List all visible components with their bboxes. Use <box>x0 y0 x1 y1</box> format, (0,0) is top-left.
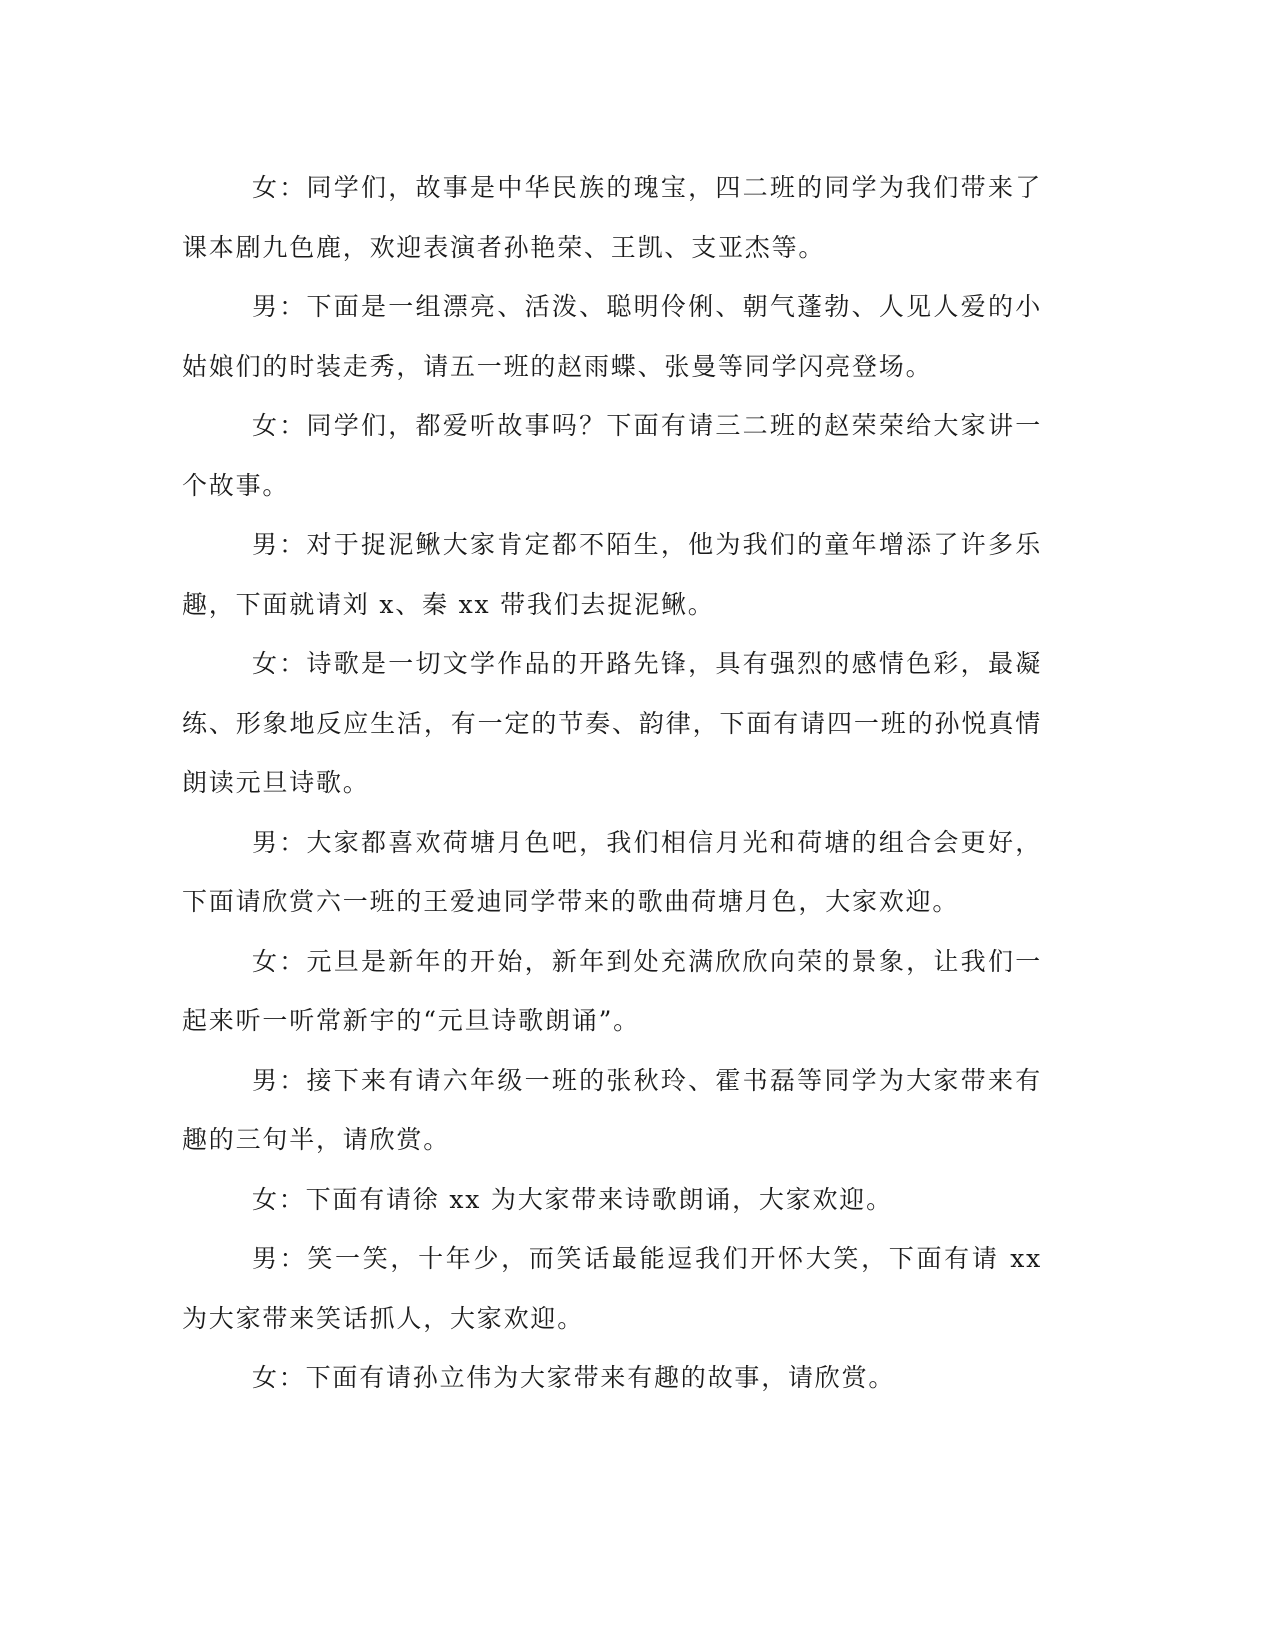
paragraph-7: 女：元旦是新年的开始，新年到处充满欣欣向荣的景象，让我们一起来听一听常新宇的“元旦诗歌朗诵”。 <box>182 946 1042 1035</box>
paragraph-1: 女：同学们，故事是中华民族的瑰宝，四二班的同学为我们带来了课本剧九色鹿，欢迎表演者孙艳荣、王凯、支亚杰等。 <box>182 173 1042 262</box>
paragraph-8: 男：接下来有请六年级一班的张秋玲、霍书磊等同学为大家带来有趣的三句半，请欣赏。 <box>182 1065 1042 1154</box>
paragraph-5: 女：诗歌是一切文学作品的开路先锋，具有强烈的感情色彩，最凝练、形象地反应生活，有一定的节奏、韵律，下面有请四一班的孙悦真情朗读元旦诗歌。 <box>182 649 1042 797</box>
paragraph-10: 男：笑一笑，十年少，而笑话最能逗我们开怀大笑，下面有请 xx 为大家带来笑话抓人，大家欢迎。 <box>182 1244 1042 1333</box>
paragraph-11: 女：下面有请孙立伟为大家带来有趣的故事，请欣赏。 <box>252 1363 896 1392</box>
paragraph-3: 女：同学们，都爱听故事吗？下面有请三二班的赵荣荣给大家讲一个故事。 <box>182 411 1042 500</box>
paragraph-4: 男：对于捉泥鳅大家肯定都不陌生，他为我们的童年增添了许多乐趣，下面就请刘 x、秦 xx 带我们去捉泥鳅。 <box>182 530 1042 619</box>
paragraph-6: 男：大家都喜欢荷塘月色吧，我们相信月光和荷塘的组合会更好，下面请欣赏六一班的王爱迪同学带来的歌曲荷塘月色，大家欢迎。 <box>182 827 1042 916</box>
paragraph-9: 女：下面有请徐 xx 为大家带来诗歌朗诵，大家欢迎。 <box>252 1184 893 1214</box>
document-body <box>182 158 1042 1408</box>
paragraph-2: 男：下面是一组漂亮、活泼、聪明伶俐、朝气蓬勃、人见人爱的小姑娘们的时装走秀，请五一班的赵雨蝶、张曼等同学闪亮登场。 <box>182 292 1042 381</box>
